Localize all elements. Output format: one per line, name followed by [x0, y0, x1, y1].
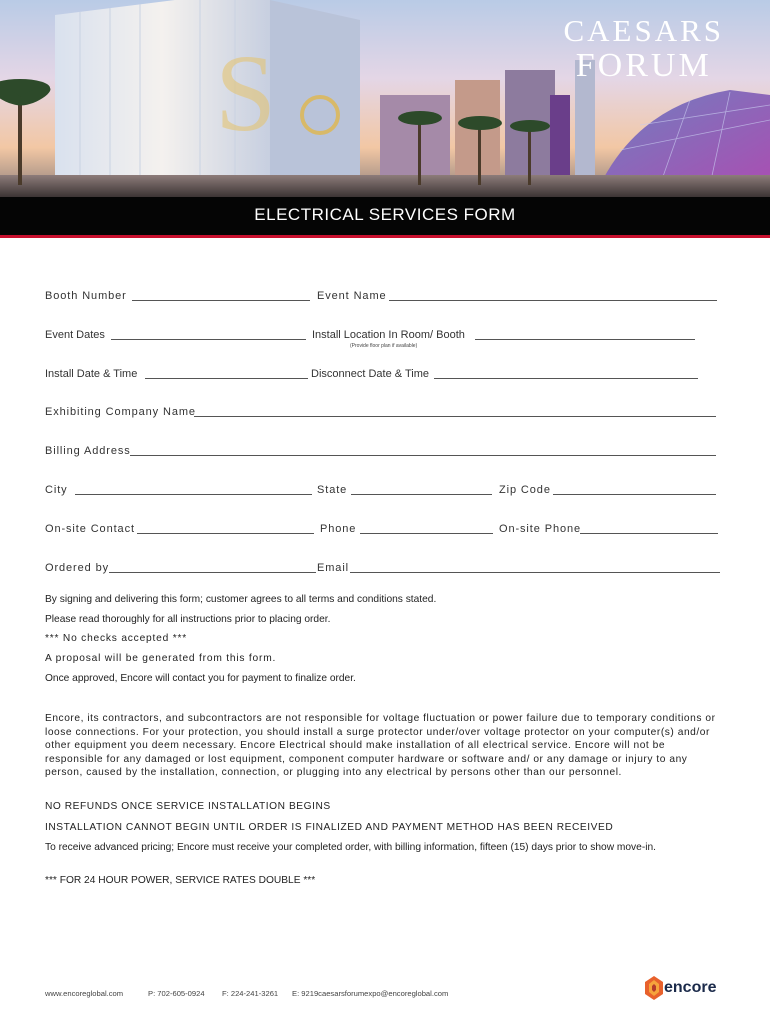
terms-approval: Once approved, Encore will contact you for payment to finalize order.	[45, 673, 356, 684]
install-location-hint: (Provide floor plan if available)	[350, 343, 418, 349]
event-dates-field[interactable]	[111, 339, 306, 340]
terms-proposal: A proposal will be generated from this form.	[45, 653, 277, 664]
city-field[interactable]	[75, 494, 312, 495]
phone-label: Phone	[320, 523, 357, 535]
install-date-time-field[interactable]	[145, 378, 308, 379]
zip-code-label: Zip Code	[499, 484, 551, 496]
onsite-contact-label: On-site Contact	[45, 523, 135, 535]
city-label: City	[45, 484, 68, 496]
ordered-by-label: Ordered by	[45, 562, 110, 574]
title-bar	[0, 197, 770, 238]
terms-no-checks: *** No checks accepted ***	[45, 633, 187, 644]
email-label: Email	[317, 562, 350, 574]
zip-code-field[interactable]	[553, 494, 716, 495]
header-photo	[0, 0, 770, 197]
event-name-field[interactable]	[389, 300, 717, 301]
event-name-label: Event Name	[317, 290, 387, 302]
form-title: ELECTRICAL SERVICES FORM	[254, 205, 516, 224]
encore-mark-icon	[645, 976, 663, 1000]
install-location-label: Install Location In Room/ Booth	[312, 329, 465, 341]
footer-fax: F: 224-241-3261	[222, 989, 279, 998]
caesars-forum-logo	[563, 14, 724, 84]
onsite-phone-label: On-site Phone	[499, 523, 582, 535]
installation-notice: INSTALLATION CANNOT BEGIN UNTIL ORDER IS FINALIZED AND PAYMENT METHOD HAS BEEN RECEIVED	[45, 822, 614, 833]
onsite-contact-field[interactable]	[137, 533, 314, 534]
encore-logo	[645, 976, 717, 1000]
state-label: State	[317, 484, 348, 496]
ordered-by-field[interactable]	[109, 572, 316, 573]
logo-line2: FORUM	[575, 47, 712, 84]
exhibiting-company-field[interactable]	[194, 416, 716, 417]
state-field[interactable]	[351, 494, 492, 495]
email-field[interactable]	[350, 572, 720, 573]
svg-text:S: S	[215, 32, 277, 154]
footer-website[interactable]: www.encoreglobal.com	[45, 989, 124, 998]
footer-phone: P: 702-605-0924	[148, 989, 205, 998]
event-dates-label: Event Dates	[45, 329, 105, 341]
terms-agreement: By signing and delivering this form; customer agrees to all terms and conditions stated.	[45, 594, 437, 605]
install-date-time-label: Install Date & Time	[45, 368, 138, 380]
billing-address-field[interactable]	[130, 455, 716, 456]
exhibiting-company-label: Exhibiting Company Name	[45, 406, 196, 418]
power-24-note: *** FOR 24 HOUR POWER, SERVICE RATES DOUBLE ***	[45, 875, 316, 886]
encore-wordmark: encore	[664, 979, 717, 996]
install-location-field[interactable]	[475, 339, 695, 340]
terms-read-instructions: Please read thoroughly for all instructions prior to placing order.	[45, 614, 331, 625]
booth-number-label: Booth Number	[45, 290, 127, 302]
footer-email[interactable]: E: 9219caesarsforumexpo@encoreglobal.com	[292, 989, 449, 998]
logo-line1: CAESARS	[563, 13, 724, 48]
phone-field[interactable]	[360, 533, 493, 534]
billing-address-label: Billing Address	[45, 445, 131, 457]
booth-number-field[interactable]	[132, 300, 310, 301]
advanced-pricing-note: To receive advanced pricing; Encore must receive your completed order, with billing information, fifteen (15) days prior to show move-in.	[45, 842, 656, 853]
no-refunds-notice: NO REFUNDS ONCE SERVICE INSTALLATION BEGINS	[45, 801, 331, 812]
disconnect-date-time-field[interactable]	[434, 378, 698, 379]
disconnect-date-time-label: Disconnect Date & Time	[311, 368, 429, 380]
onsite-phone-field[interactable]	[580, 533, 718, 534]
liability-paragraph: Encore, its contractors, and subcontractors are not responsible for voltage fluctuation or power failure due to temporary conditions or loose connections. For your protection, you should install a surge protector under/over voltage protector on your computer(s) and/or other equipment you deem necessary. Encore Electrical should make installation of all electrical service. Encore will not be responsible for any damaged or lost equipment, component computer hardware or software and/ or any damage or injury to any person, caused by the installation, connection, or plugging into any electrical by persons other than our personnel.	[45, 713, 716, 778]
